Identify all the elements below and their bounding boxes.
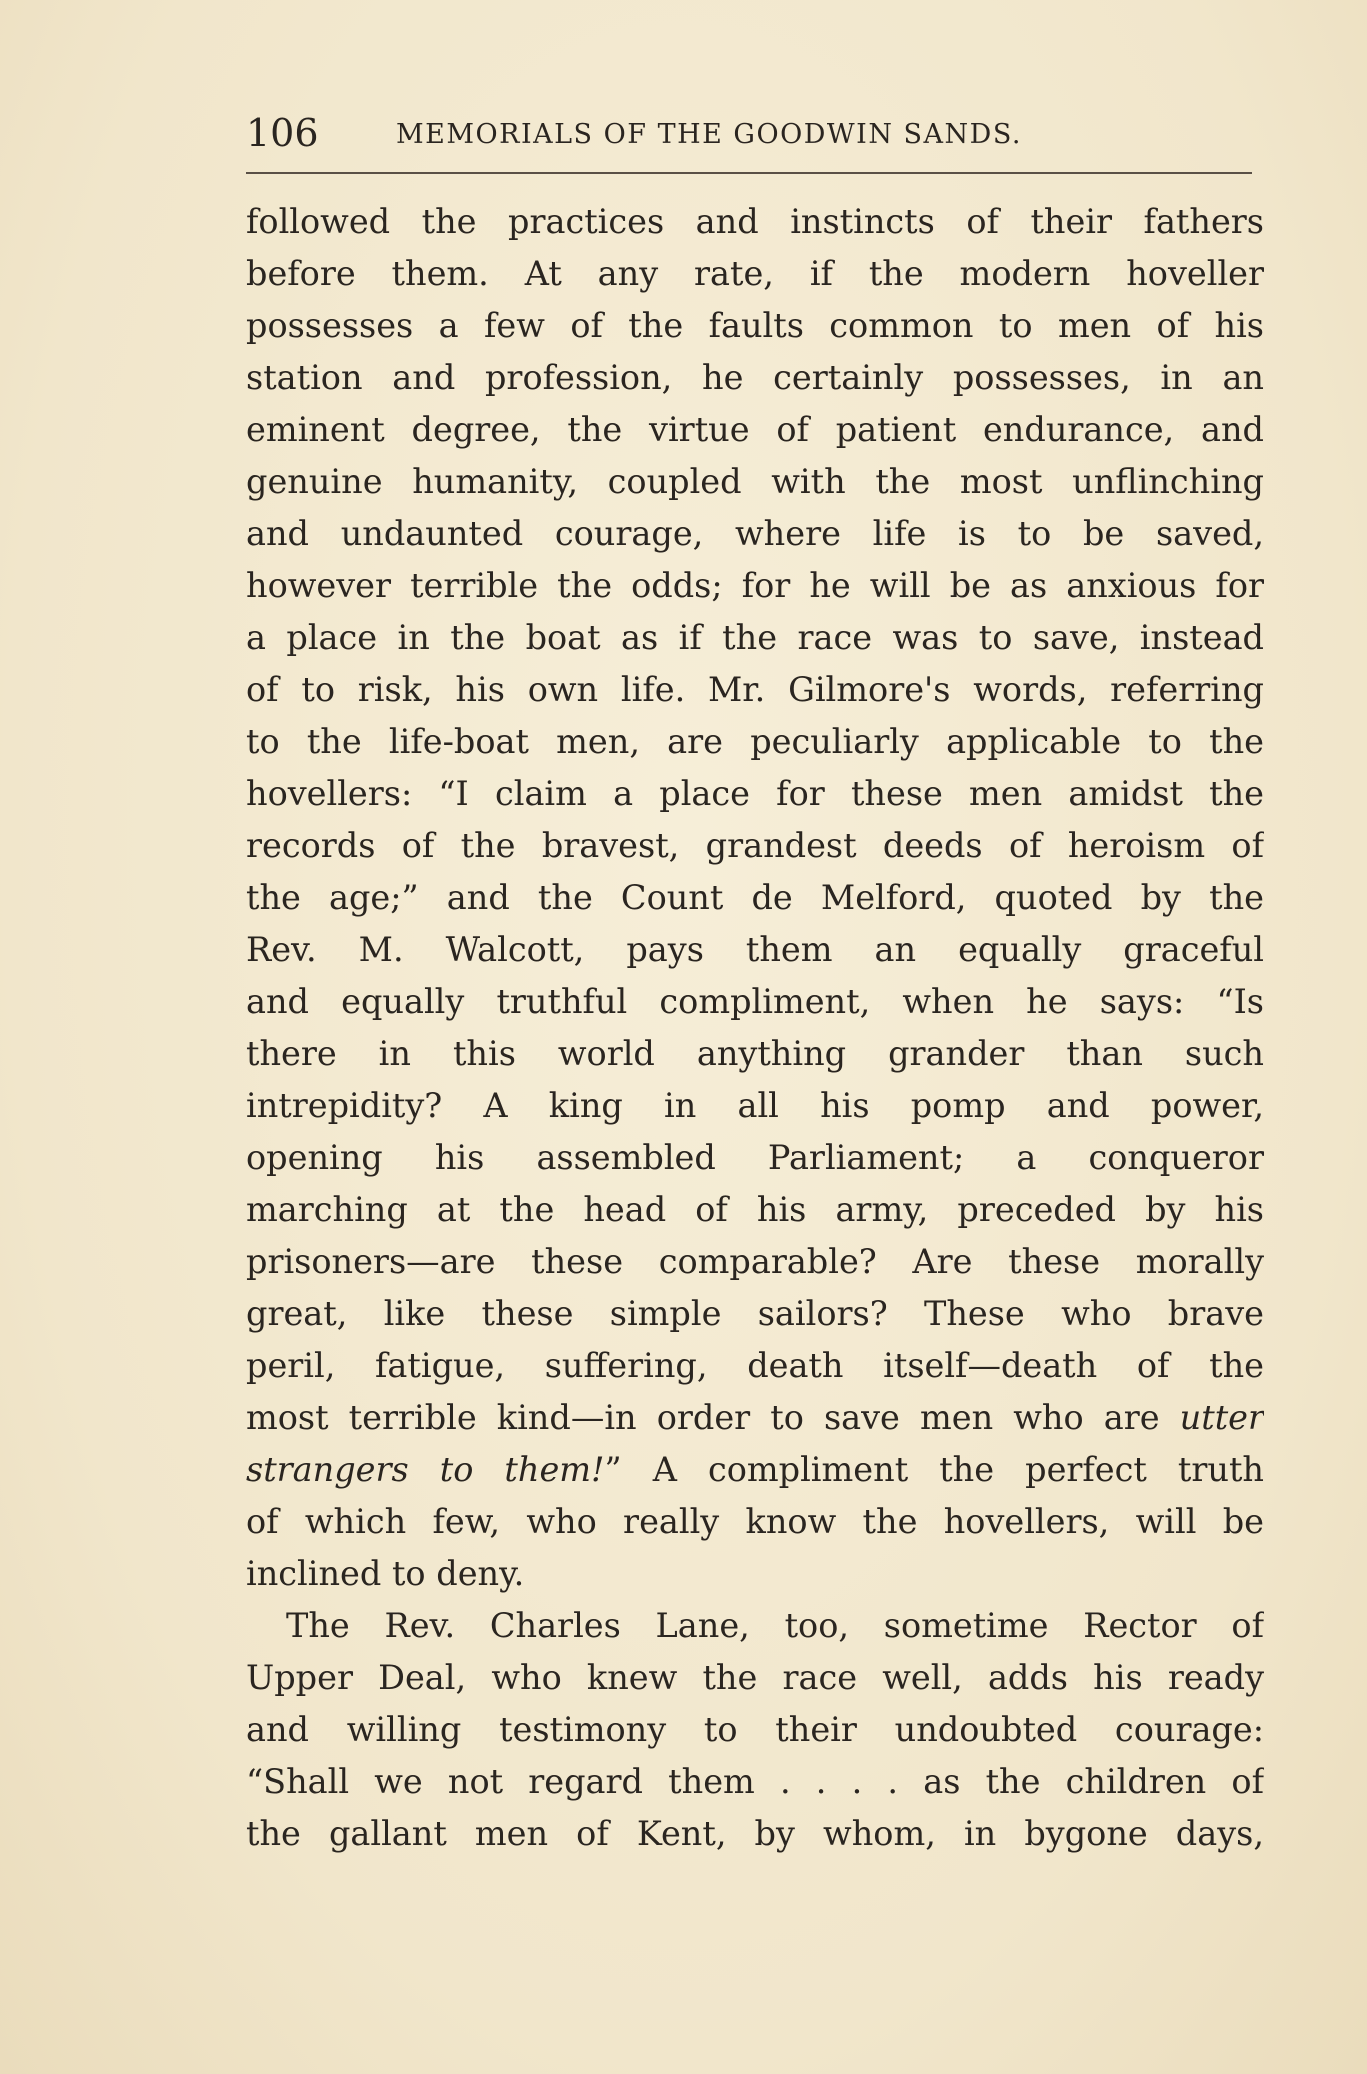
text-line-with-italic [246, 1392, 1264, 1444]
text-line-with-italic [246, 1444, 1264, 1496]
text-line: followed the practices and instincts of their fathers [246, 202, 1264, 241]
text-line: a place in the boat as if the race was to save, instead [246, 618, 1264, 657]
text-line-start: most terrible kind—in order to save men who are [246, 1398, 1160, 1437]
text-line: and undaunted courage, where life is to be saved, [246, 514, 1264, 553]
text-line: opening his assembled Parliament; a conqueror [246, 1138, 1264, 1177]
text-line: Upper Deal, who knew the race well, adds his ready [246, 1658, 1264, 1697]
running-title: MEMORIALS OF THE GOODWIN SANDS. [396, 119, 1022, 150]
text-line: Rev. M. Walcott, pays them an equally graceful [246, 930, 1264, 969]
text-line: eminent degree, the virtue of patient endurance, and [246, 410, 1264, 449]
text-line: peril, fatigue, suffering, death itself—death of the [246, 1346, 1264, 1385]
text-line: station and profession, he certainly possesses, in an [246, 358, 1264, 397]
text-line-rest: ” A compliment the perfect truth [604, 1450, 1264, 1489]
header-rule [246, 172, 1252, 174]
body-text [246, 196, 1264, 1860]
page-number: 106 [246, 111, 319, 155]
text-line: of to risk, his own life. Mr. Gilmore's words, referring [246, 670, 1264, 709]
text-line: hovellers: “I claim a place for these men amidst the [246, 774, 1264, 813]
text-line: the age;” and the Count de Melford, quoted by the [246, 878, 1264, 917]
text-line: and equally truthful compliment, when he says: “Is [246, 982, 1264, 1021]
text-line: intrepidity? A king in all his pomp and power, [246, 1086, 1264, 1125]
text-line: however terrible the odds; for he will be as anxious for [246, 566, 1264, 605]
text-line: genuine humanity, coupled with the most unflinching [246, 462, 1264, 501]
text-line: and willing testimony to their undoubted courage: [246, 1710, 1264, 1749]
text-line: The Rev. Charles Lane, too, sometime Rector of [286, 1606, 1264, 1645]
text-line: to the life-boat men, are peculiarly applicable to the [246, 722, 1264, 761]
text-line: marching at the head of his army, preceded by his [246, 1190, 1264, 1229]
text-line: there in this world anything grander than such [246, 1034, 1264, 1073]
italic-text: utter [1179, 1398, 1264, 1437]
text-line: before them. At any rate, if the modern hoveller [246, 254, 1264, 293]
text-line: inclined to deny. [246, 1554, 525, 1593]
italic-text: strangers to them! [246, 1450, 605, 1489]
text-line: possesses a few of the faults common to men of his [246, 306, 1264, 345]
text-line: great, like these simple sailors? These who brave [246, 1294, 1264, 1333]
text-line: “Shall we not regard them . . . . as the children of [246, 1762, 1264, 1801]
text-line: the gallant men of Kent, by whom, in bygone days, [246, 1814, 1264, 1853]
text-line: records of the bravest, grandest deeds of heroism of [246, 826, 1264, 865]
text-line: prisoners—are these comparable? Are these morally [246, 1242, 1264, 1281]
page-header [246, 108, 1252, 158]
text-line: of which few, who really know the hovellers, will be [246, 1502, 1264, 1541]
